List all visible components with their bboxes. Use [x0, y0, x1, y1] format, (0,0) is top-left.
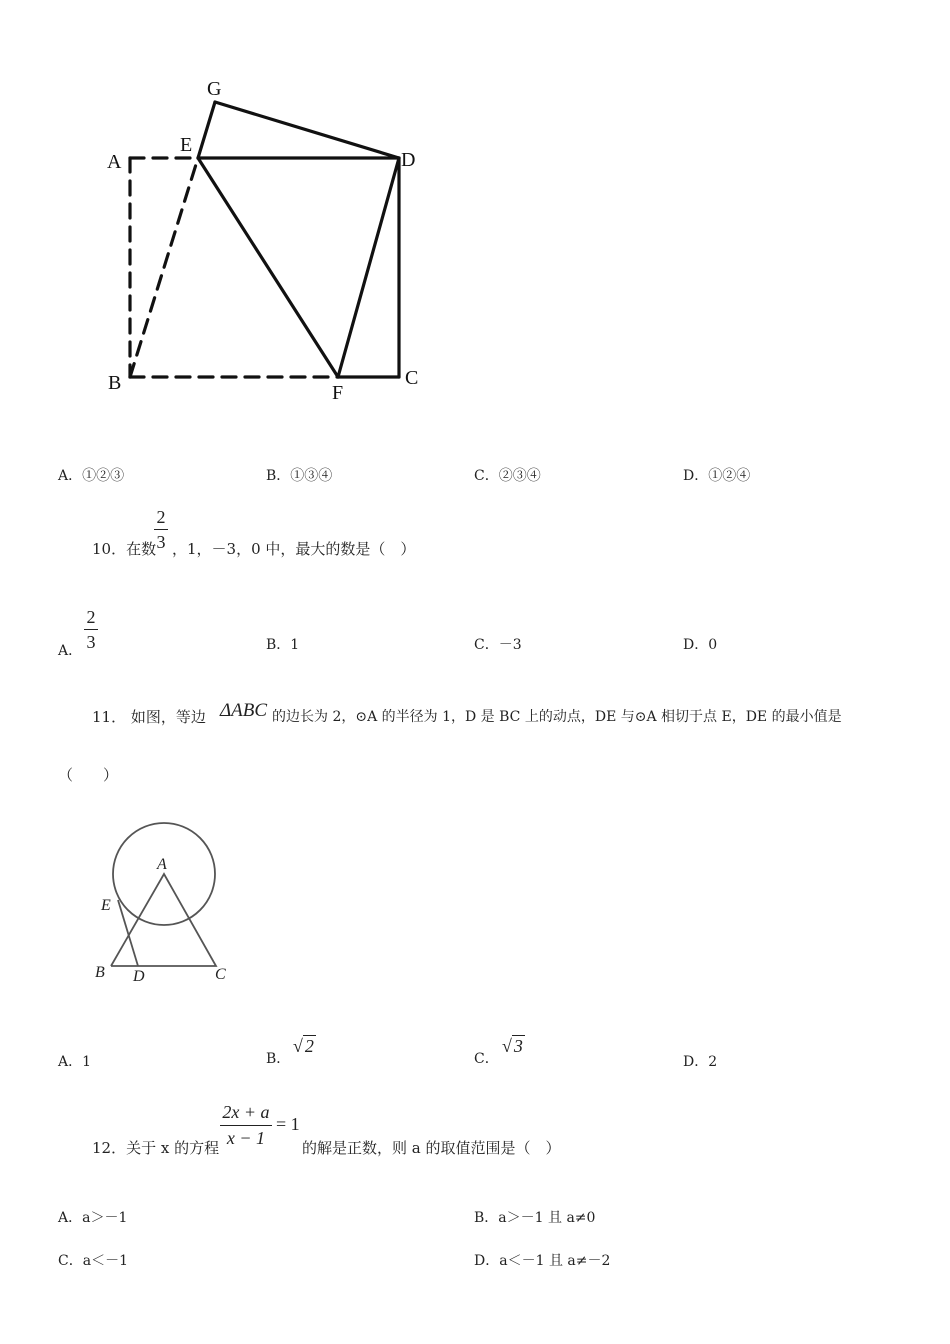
segment-BE-dashed	[130, 158, 198, 377]
square-fold-figure	[90, 70, 440, 410]
label-D-fig2: D	[133, 968, 145, 985]
q12-option-c[interactable]: C．a＜－1	[58, 1253, 128, 1269]
label-G: G	[207, 78, 222, 100]
q9-option-a[interactable]: A．①②③	[58, 468, 125, 484]
q10-stem-prefix: 10．在数	[92, 540, 157, 558]
q10-option-b[interactable]: B．1	[266, 637, 300, 653]
q10-fraction: 2 3	[154, 507, 168, 552]
segment-EF	[198, 158, 338, 377]
q10-option-c[interactable]: C．－3	[474, 637, 522, 653]
q11-option-a[interactable]: A．1	[58, 1054, 92, 1070]
label-C-fig2: C	[215, 966, 226, 983]
q10-stem-suffix: ，1，－3，0 中，最大的数是（ ）	[172, 540, 416, 558]
q12-stem-suffix: 的解是正数，则 a 的取值范围是（ ）	[302, 1139, 561, 1157]
circle-triangle-figure	[90, 815, 250, 990]
segment-GD	[215, 102, 399, 158]
label-A-fig2: A	[157, 856, 167, 873]
q11-option-c-sqrt: √ 3	[502, 1036, 523, 1056]
label-E-fig2: E	[101, 897, 111, 914]
q11-option-b[interactable]: B．	[266, 1051, 291, 1067]
q11-triangle-symbol: ΔABC	[220, 700, 268, 721]
label-B-fig2: B	[95, 964, 105, 981]
q11-option-d[interactable]: D．2	[683, 1054, 718, 1070]
label-F: F	[332, 382, 344, 404]
q9-option-b[interactable]: B．①③④	[266, 468, 333, 484]
label-E: E	[180, 134, 193, 156]
q11-answer-paren: （ ）	[58, 766, 119, 784]
segment-GE	[198, 102, 215, 158]
q10-option-a[interactable]: A．	[58, 643, 83, 659]
q12-stem-prefix: 12．关于 x 的方程	[92, 1139, 220, 1157]
q9-option-d[interactable]: D．①②④	[683, 468, 751, 484]
q12-equation-fraction: 2x + a x − 1	[220, 1102, 272, 1149]
label-A: A	[107, 151, 122, 173]
q12-option-b[interactable]: B．a＞－1 且 a≠0	[474, 1210, 596, 1226]
q11-option-b-sqrt: √ 2	[293, 1036, 314, 1056]
label-D: D	[401, 149, 416, 171]
q9-option-c[interactable]: C．②③④	[474, 468, 541, 484]
q12-option-d[interactable]: D．a＜－1 且 a≠－2	[474, 1253, 611, 1269]
segment-DF	[338, 158, 399, 377]
triangle-ABC	[111, 874, 216, 966]
label-B: B	[108, 372, 122, 394]
label-C: C	[405, 367, 419, 389]
q11-stem-prefix: 11． 如图，等边	[92, 708, 206, 726]
q10-option-a-fraction: 2 3	[84, 607, 98, 652]
q11-stem-suffix: 的边长为 2，⊙A 的半径为 1，D 是 BC 上的动点，DE 与⊙A 相切于点 E，DE 的最小值是	[272, 709, 842, 725]
q11-option-c[interactable]: C．	[474, 1051, 499, 1067]
q10-option-d[interactable]: D．0	[683, 637, 718, 653]
q12-option-a[interactable]: A．a＞－1	[58, 1210, 128, 1226]
q12-equation-rhs: = 1	[276, 1114, 300, 1134]
